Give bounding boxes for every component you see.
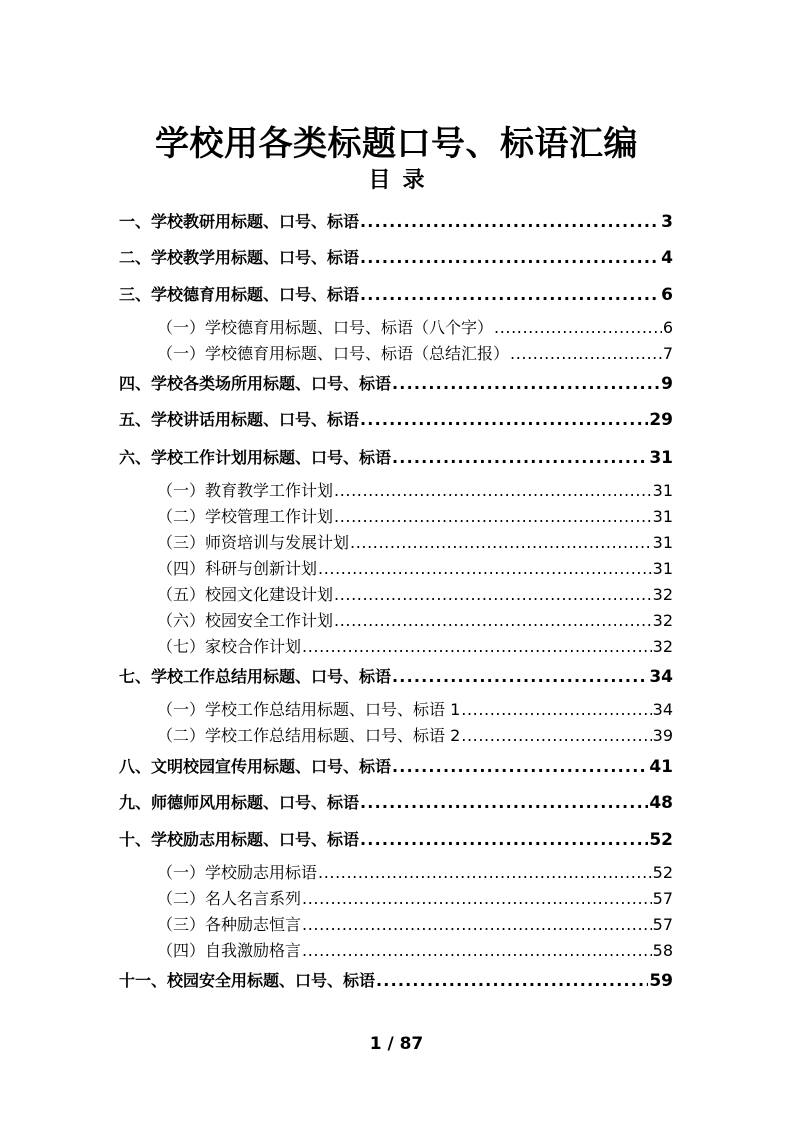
toc-entry[interactable] bbox=[119, 283, 673, 307]
toc-entry-label: （一）教育教学工作计划 bbox=[157, 481, 334, 500]
toc-entry-page: 34 bbox=[652, 700, 673, 719]
dot-leader bbox=[302, 635, 652, 659]
toc-entry-label: （一）学校德育用标题、口号、标语（八个字） bbox=[157, 318, 494, 337]
toc-entry-page: 32 bbox=[652, 585, 673, 604]
toc-entry-label: （二）学校管理工作计划 bbox=[157, 507, 334, 526]
toc-entry-label: 十一、校园安全用标题、口号、标语 bbox=[119, 971, 376, 990]
toc-entry-label: 九、师德师风用标题、口号、标语 bbox=[119, 793, 360, 812]
dot-leader bbox=[461, 698, 651, 722]
toc-entry[interactable] bbox=[119, 446, 673, 470]
toc-entry-label: （五）校园文化建设计划 bbox=[157, 585, 334, 604]
toc-entry-page: 7 bbox=[662, 344, 673, 363]
toc-entry-page: 6 bbox=[662, 318, 673, 337]
toc-entry-page: 39 bbox=[652, 726, 673, 745]
toc-entry-page: 31 bbox=[649, 448, 673, 468]
toc-entry-page: 32 bbox=[652, 637, 673, 656]
dot-leader bbox=[392, 755, 648, 779]
toc-entry-page: 6 bbox=[661, 285, 673, 305]
toc-entry-label: （一）学校励志用标语 bbox=[157, 863, 318, 882]
toc-entry-label: （二）学校工作总结用标题、口号、标语 2 bbox=[157, 726, 461, 745]
page-indicator: 1 / 87 bbox=[369, 1034, 424, 1054]
toc-subentry[interactable] bbox=[157, 557, 673, 581]
toc-entry-label: （六）校园安全工作计划 bbox=[157, 611, 334, 630]
dot-leader bbox=[360, 210, 660, 234]
toc-subentry[interactable] bbox=[157, 531, 673, 555]
toc-entry-page: 32 bbox=[652, 611, 673, 630]
toc-subentry[interactable] bbox=[157, 479, 673, 503]
toc-subentry[interactable] bbox=[157, 887, 673, 911]
toc-entry-page: 59 bbox=[649, 971, 673, 991]
toc-subentry[interactable] bbox=[157, 316, 673, 340]
toc-entry-page: 57 bbox=[652, 889, 673, 908]
dot-leader bbox=[360, 828, 648, 852]
toc-entry-page: 4 bbox=[661, 248, 673, 268]
toc-entry-page: 29 bbox=[649, 410, 673, 430]
dot-leader bbox=[318, 557, 652, 581]
toc-entry[interactable] bbox=[119, 969, 673, 993]
toc-subentry[interactable] bbox=[157, 342, 673, 366]
toc-entry-page: 58 bbox=[652, 941, 673, 960]
toc-subentry[interactable] bbox=[157, 505, 673, 529]
toc-entry-label: （一）学校德育用标题、口号、标语（总结汇报） bbox=[157, 344, 510, 363]
dot-leader bbox=[350, 531, 652, 555]
toc-entry-page: 34 bbox=[649, 667, 673, 687]
toc-entry-label: 二、学校教学用标题、口号、标语 bbox=[119, 248, 360, 267]
toc-entry-page: 57 bbox=[652, 915, 673, 934]
toc-entry-label: （四）科研与创新计划 bbox=[157, 559, 318, 578]
dot-leader bbox=[334, 609, 652, 633]
dot-leader bbox=[334, 583, 652, 607]
toc-entry-label: 八、文明校园宣传用标题、口号、标语 bbox=[119, 757, 392, 776]
toc-entry-label: 三、学校德育用标题、口号、标语 bbox=[119, 285, 360, 304]
toc-entry[interactable] bbox=[119, 828, 673, 852]
toc-entry-page: 52 bbox=[649, 830, 673, 850]
dot-leader bbox=[510, 342, 662, 366]
toc-subentry[interactable] bbox=[157, 635, 673, 659]
document-title: 学校用各类标题口号、标语汇编 bbox=[155, 124, 638, 164]
toc-entry-label: （四）自我激励格言 bbox=[157, 941, 302, 960]
dot-leader bbox=[461, 724, 651, 748]
dot-leader bbox=[376, 969, 648, 993]
toc-entry-label: （三）各种励志恒言 bbox=[157, 915, 302, 934]
toc-entry-label: 六、学校工作计划用标题、口号、标语 bbox=[119, 448, 392, 467]
dot-leader bbox=[360, 408, 648, 432]
toc-entry[interactable] bbox=[119, 246, 673, 270]
toc-entry-label: 四、学校各类场所用标题、口号、标语 bbox=[119, 374, 392, 393]
dot-leader bbox=[318, 861, 652, 885]
toc-entry[interactable] bbox=[119, 755, 673, 779]
toc-subentry[interactable] bbox=[157, 583, 673, 607]
toc-subentry[interactable] bbox=[157, 724, 673, 748]
toc-entry-page: 41 bbox=[649, 757, 673, 777]
toc-entry[interactable] bbox=[119, 665, 673, 689]
toc-entry-page: 31 bbox=[652, 533, 673, 552]
toc-subentry[interactable] bbox=[157, 609, 673, 633]
dot-leader bbox=[334, 479, 652, 503]
toc-entry-label: （三）师资培训与发展计划 bbox=[157, 533, 350, 552]
dot-leader bbox=[302, 913, 652, 937]
dot-leader bbox=[360, 283, 660, 307]
toc-entry-page: 3 bbox=[661, 212, 673, 232]
toc-entry-label: （七）家校合作计划 bbox=[157, 637, 302, 656]
dot-leader bbox=[392, 446, 648, 470]
toc-heading: 目录 bbox=[368, 168, 437, 193]
toc-entry-label: 五、学校讲话用标题、口号、标语 bbox=[119, 410, 360, 429]
dot-leader bbox=[494, 316, 662, 340]
dot-leader bbox=[334, 505, 652, 529]
toc-entry-page: 31 bbox=[652, 507, 673, 526]
toc-entry-page: 9 bbox=[661, 374, 673, 394]
dot-leader bbox=[302, 887, 652, 911]
toc-entry-page: 48 bbox=[649, 793, 673, 813]
toc-entry[interactable] bbox=[119, 791, 673, 815]
toc-entry-label: 一、学校教研用标题、口号、标语 bbox=[119, 212, 360, 231]
dot-leader bbox=[392, 372, 660, 396]
toc-subentry[interactable] bbox=[157, 939, 673, 963]
toc-entry-label: 七、学校工作总结用标题、口号、标语 bbox=[119, 667, 392, 686]
toc-entry[interactable] bbox=[119, 210, 673, 234]
toc-subentry[interactable] bbox=[157, 861, 673, 885]
dot-leader bbox=[392, 665, 648, 689]
toc-entry[interactable] bbox=[119, 372, 673, 396]
dot-leader bbox=[302, 939, 652, 963]
toc-entry-label: （二）名人名言系列 bbox=[157, 889, 302, 908]
dot-leader bbox=[360, 791, 648, 815]
toc-subentry[interactable] bbox=[157, 913, 673, 937]
toc-entry[interactable] bbox=[119, 408, 673, 432]
toc-entry-page: 52 bbox=[652, 863, 673, 882]
toc-entry-page: 31 bbox=[652, 559, 673, 578]
toc-subentry[interactable] bbox=[157, 698, 673, 722]
toc-entry-label: （一）学校工作总结用标题、口号、标语 1 bbox=[157, 700, 461, 719]
toc-entry-label: 十、学校励志用标题、口号、标语 bbox=[119, 830, 360, 849]
toc-entry-page: 31 bbox=[652, 481, 673, 500]
dot-leader bbox=[360, 246, 660, 270]
